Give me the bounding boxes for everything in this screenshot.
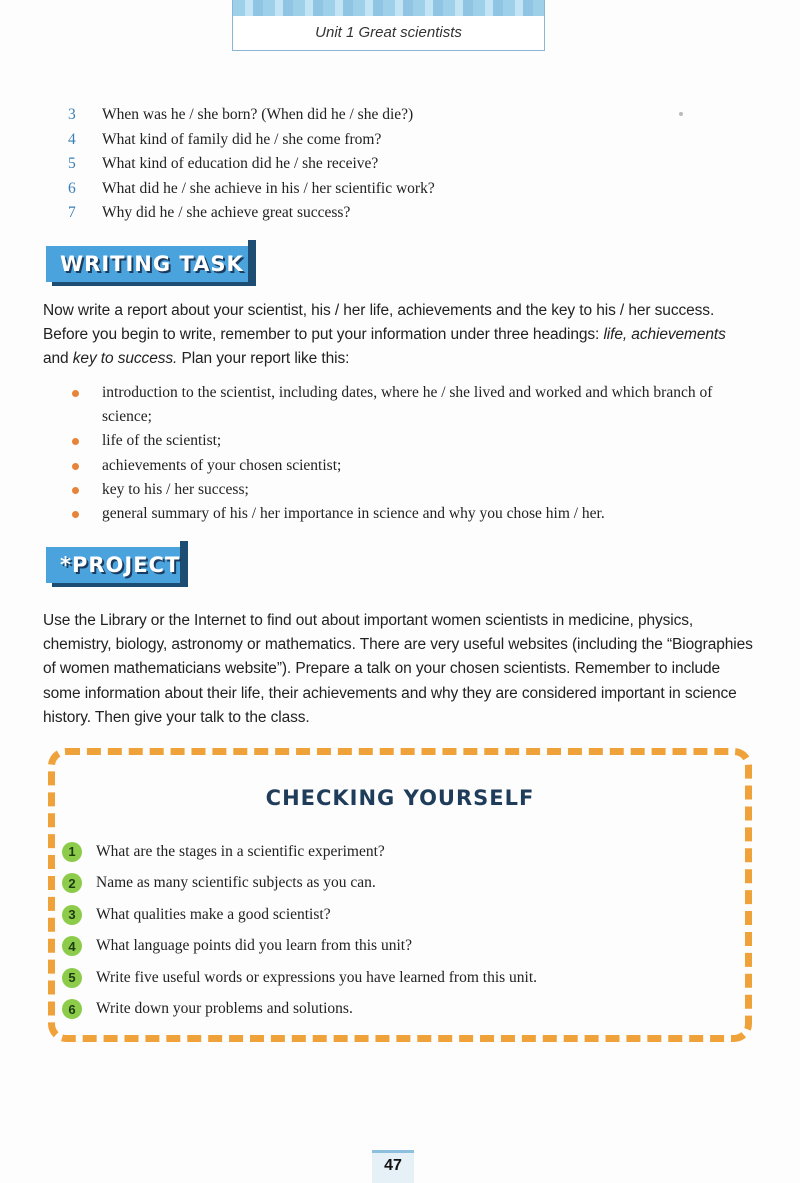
check-text: Write five useful words or expressions you have learned from this unit. <box>96 968 538 986</box>
number-badge: 2 <box>62 873 82 893</box>
question-text: Why did he / she achieve great success? <box>102 204 351 221</box>
page-number: 47 <box>372 1150 414 1183</box>
question-number: 4 <box>68 130 76 148</box>
writing-task-heading: WRITING TASK <box>60 252 244 276</box>
list-item <box>62 994 537 1026</box>
question-text: What did he / she achieve in his / her scientific work? <box>102 179 435 197</box>
stray-dot <box>679 112 683 116</box>
list-item: achievements of your chosen scientist; <box>68 454 758 478</box>
unit-header-tab <box>232 0 545 51</box>
question-number: 3 <box>68 106 76 123</box>
banner-cap <box>248 240 256 286</box>
writing-task-intro <box>43 299 755 372</box>
list-item: life of the scientist; <box>68 429 758 453</box>
number-badge: 4 <box>62 936 82 956</box>
number-badge: 6 <box>62 999 82 1019</box>
header-decor-strip <box>233 0 544 16</box>
number-badge: 5 <box>62 968 82 988</box>
question-number: 6 <box>68 179 76 197</box>
project-banner <box>46 547 182 583</box>
question-text: What kind of education did he / she receive? <box>102 155 379 172</box>
check-text: Name as many scientific subjects as you can. <box>96 874 376 892</box>
check-text: What qualities make a good scientist? <box>96 905 331 923</box>
check-text: What language points did you learn from this unit? <box>96 937 412 955</box>
check-text: What are the stages in a scientific experiment? <box>96 842 385 860</box>
intro-text: Now write a report about your scientist, his / her life, achievements and the key to his / her success. Before you begin to write, remember to put your information under three headings: <box>43 302 715 344</box>
question-text: When was he / she born? (When did he / she die?) <box>102 106 414 123</box>
unit-title: Unit 1 Great scientists <box>315 24 462 41</box>
list-item <box>62 962 537 994</box>
project-text: Use the Library or the Internet to find out about important women scientists in medicine, physics, chemistry, biology, astronomy or mathematics. There are very useful websites (including the “Biographies of women mathematicians website”). Prepare a talk on your chosen scientists. Remember to include some information about their life, their achievements and why they are considered important in science history. Then give your talk to the class. <box>43 612 753 726</box>
heading-achievements: achievements <box>631 326 726 344</box>
intro-separator: , <box>622 326 632 344</box>
report-plan-list <box>68 381 758 526</box>
question-list <box>68 103 435 226</box>
heading-key: key to success. <box>72 350 178 368</box>
list-item <box>62 899 537 931</box>
list-item <box>68 152 435 177</box>
list-item <box>62 836 537 868</box>
intro-and: and <box>43 350 73 368</box>
list-item <box>62 868 537 900</box>
intro-text-end: Plan your report like this: <box>177 350 350 368</box>
list-item <box>68 177 435 202</box>
list-item: introduction to the scientist, including dates, where he / she lived and worked and which branch of science; <box>68 381 758 429</box>
question-text: What kind of family did he / she come from? <box>102 130 382 148</box>
list-item <box>68 201 435 226</box>
number-badge: 1 <box>62 842 82 862</box>
banner-cap <box>180 541 188 587</box>
check-text: Write down your problems and solutions. <box>96 1000 353 1018</box>
question-number: 5 <box>68 155 76 172</box>
list-item <box>62 931 537 963</box>
number-badge: 3 <box>62 905 82 925</box>
checking-list <box>62 836 537 1025</box>
list-item <box>68 103 435 128</box>
heading-life: life <box>603 326 623 344</box>
checking-yourself-title: CHECKING YOURSELF <box>265 786 535 810</box>
writing-task-banner <box>46 246 250 282</box>
list-item: general summary of his / her importance in science and why you chose him / her. <box>68 502 758 526</box>
project-heading: *PROJECT <box>60 553 181 577</box>
list-item <box>68 128 435 153</box>
list-item: key to his / her success; <box>68 478 758 502</box>
question-number: 7 <box>68 204 76 221</box>
